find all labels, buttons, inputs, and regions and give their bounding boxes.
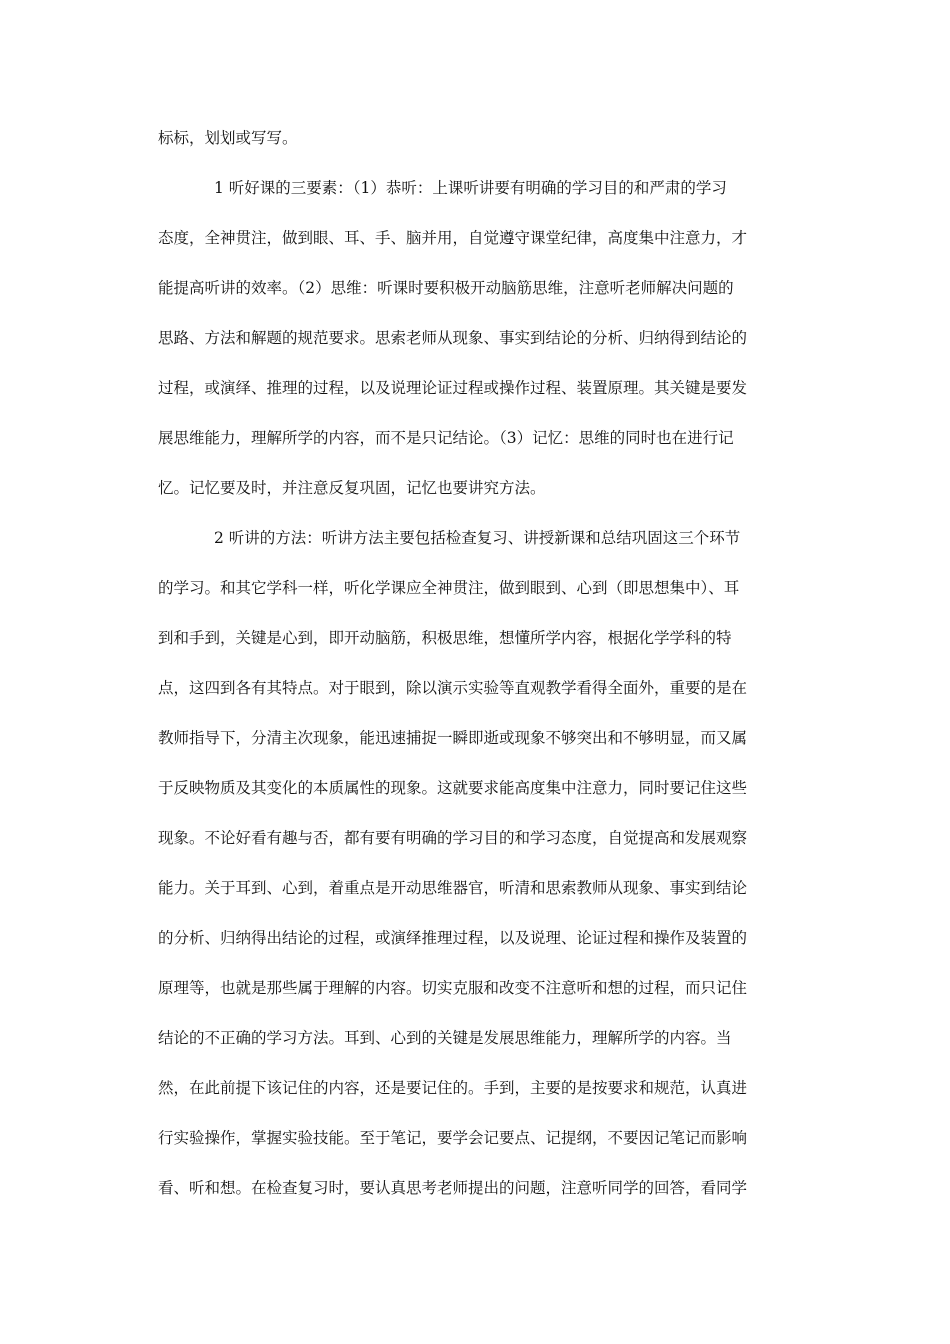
text-line: 结论的不正确的学习方法。耳到、心到的关键是发展思维能力，理解所学的内容。当: [158, 1029, 732, 1047]
text-line: 教师指导下，分清主次现象，能迅速捕捉一瞬即逝或现象不够突出和不够明显，而又属: [158, 729, 748, 747]
text-line: 原理等，也就是那些属于理解的内容。切实克服和改变不注意听和想的过程，而只记住: [158, 979, 748, 997]
text-line: 标标，划划或写写。: [158, 129, 298, 147]
text-line: 忆。记忆要及时，并注意反复巩固，记忆也要讲究方法。: [158, 479, 546, 497]
text-line: 能力。关于耳到、心到，着重点是开动思维器官，听清和思索教师从现象、事实到结论: [158, 879, 748, 897]
text-line: 态度，全神贯注，做到眼、耳、手、脑并用，自觉遵守课堂纪律，高度集中注意力，才: [158, 229, 748, 247]
text-line: 行实验操作，掌握实验技能。至于笔记，要学会记要点、记提纲，不要因记笔记而影响: [158, 1129, 748, 1147]
text-line: 的学习。和其它学科一样，听化学课应全神贯注，做到眼到、心到（即思想集中）、耳: [158, 579, 740, 597]
text-line: 的分析、归纳得出结论的过程，或演绎推理过程，以及说理、论证过程和操作及装置的: [158, 929, 748, 947]
text-line: 然，在此前提下该记住的内容，还是要记住的。手到，主要的是按要求和规范，认真进: [158, 1079, 748, 1097]
text-line: 能提高听讲的效率。（2）思维：听课时要积极开动脑筋思维，注意听老师解决问题的: [158, 279, 734, 297]
text-line: 到和手到，关键是心到，即开动脑筋，积极思维，想懂所学内容，根据化学学科的特: [158, 629, 732, 647]
text-line: 现象。不论好看有趣与否，都有要有明确的学习目的和学习态度，自觉提高和发展观察: [158, 829, 748, 847]
text-line: 于反映物质及其变化的本质属性的现象。这就要求能高度集中注意力，同时要记住这些: [158, 779, 748, 797]
text-line: 点，这四到各有其特点。对于眼到，除以演示实验等直观教学看得全面外，重要的是在: [158, 679, 748, 697]
text-line: 看、听和想。在检查复习时，要认真思考老师提出的问题，注意听同学的回答，看同学: [158, 1179, 748, 1197]
text-line: 2 听讲的方法：听讲方法主要包括检查复习、讲授新课和总结巩固这三个环节: [214, 529, 741, 547]
text-line: 过程，或演绎、推理的过程，以及说理论证过程或操作过程、装置原理。其关键是要发: [158, 379, 748, 397]
text-line: 1 听好课的三要素：（1）恭听：上课听讲要有明确的学习目的和严肃的学习: [214, 179, 727, 197]
text-line: 展思维能力，理解所学的内容，而不是只记结论。（3）记忆：思维的同时也在进行记: [158, 429, 734, 447]
text-line: 思路、方法和解题的规范要求。思索老师从现象、事实到结论的分析、归纳得到结论的: [158, 329, 748, 347]
